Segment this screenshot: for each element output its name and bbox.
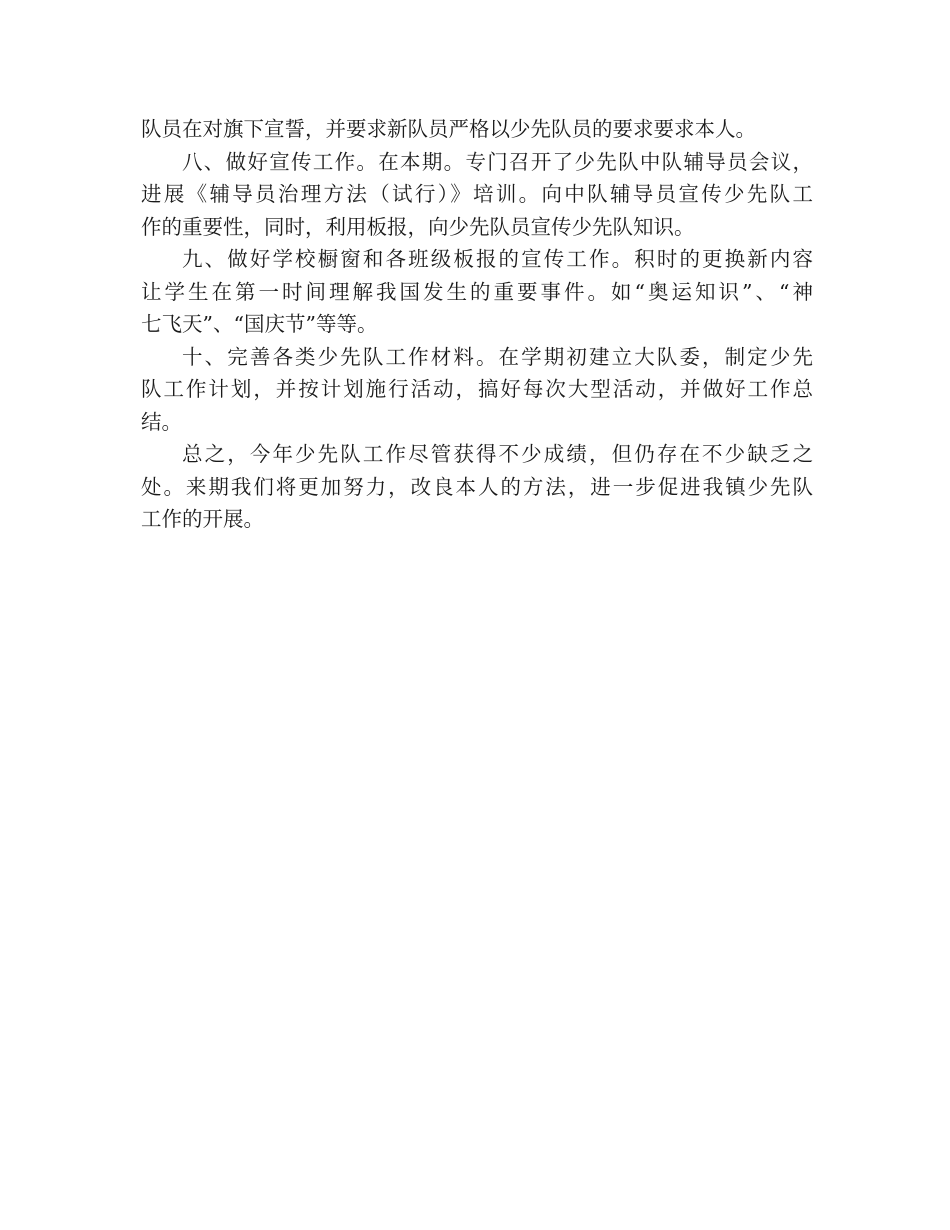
text-line: 进展《辅导员治理方法（试行）》培训。向中队辅导员宣传少先队工 (141, 182, 813, 206)
text-line: 作的重要性，同时，利用板报，向少先队员宣传少先队知识。 (141, 214, 695, 239)
document-body (141, 113, 813, 536)
text-line: 十、完善各类少先队工作材料。在学期初建立大队委，制定少先 (182, 344, 813, 369)
text-line: 总之，今年少先队工作尽管获得不少成绩，但仍存在不少缺乏之 (182, 442, 813, 466)
text-line: 让学生在第一时间理解我国发生的重要事件。如“奥运知识”、“神 (141, 279, 813, 304)
text-line: 处。来期我们将更加努力，改良本人的方法，进一步促进我镇少先队 (141, 474, 813, 499)
text-line: 七飞天”、“国庆节”等等。 (141, 312, 378, 336)
paragraph-oath-continuation (141, 113, 813, 146)
text-line: 九、做好学校橱窗和各班级板报的宣传工作。积时的更换新内容 (182, 247, 813, 271)
paragraph-publicity-work (141, 146, 813, 244)
paragraph-work-materials (141, 341, 813, 439)
text-line: 队员在对旗下宣誓，并要求新队员严格以少先队员的要求要求本人。 (141, 117, 756, 141)
text-line: 工作的开展。 (141, 507, 264, 531)
text-line: 队工作计划，并按计划施行活动，搞好每次大型活动，并做好工作总 (141, 377, 813, 401)
text-line: 八、做好宣传工作。在本期。专门召开了少先队中队辅导员会议， (182, 149, 813, 174)
text-line: 结。 (141, 409, 182, 434)
paragraph-showcase-blackboard (141, 243, 813, 341)
paragraph-summary (141, 438, 813, 536)
